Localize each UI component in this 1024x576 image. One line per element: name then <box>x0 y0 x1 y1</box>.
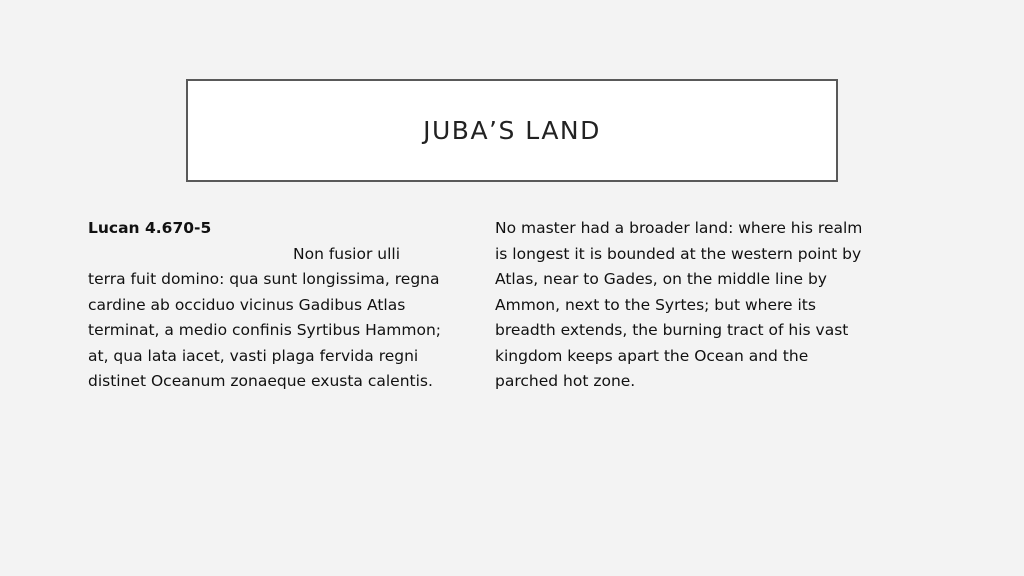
translation-text-column <box>495 216 915 395</box>
translation-line: breadth extends, the burning tract of his vast <box>495 321 849 339</box>
latin-heading: Lucan 4.670-5 <box>88 219 212 237</box>
translation-line: Ammon, next to the Syrtes; but where its <box>495 295 816 314</box>
slide-title: JUBA’S LAND <box>423 116 601 145</box>
latin-line: terminat, a medio confinis Syrtibus Hammon; <box>88 321 442 339</box>
latin-line: at, qua lata iacet, vasti plaga fervida regni <box>88 346 419 365</box>
latin-line: Non fusior ulli <box>293 244 401 263</box>
title-box <box>186 79 838 182</box>
latin-text-column <box>88 216 488 395</box>
latin-line: terra fuit domino: qua sunt longissima, regna <box>88 270 440 288</box>
translation-line: is longest it is bounded at the western point by <box>495 244 862 263</box>
translation-line: Atlas, near to Gades, on the middle line by <box>495 270 827 288</box>
latin-line: cardine ab occiduo vicinus Gadibus Atlas <box>88 295 406 314</box>
translation-line: parched hot zone. <box>495 372 636 390</box>
translation-line: kingdom keeps apart the Ocean and the <box>495 346 809 365</box>
latin-line: distinet Oceanum zonaeque exusta calentis. <box>88 372 433 390</box>
translation-line: No master had a broader land: where his realm <box>495 219 863 237</box>
